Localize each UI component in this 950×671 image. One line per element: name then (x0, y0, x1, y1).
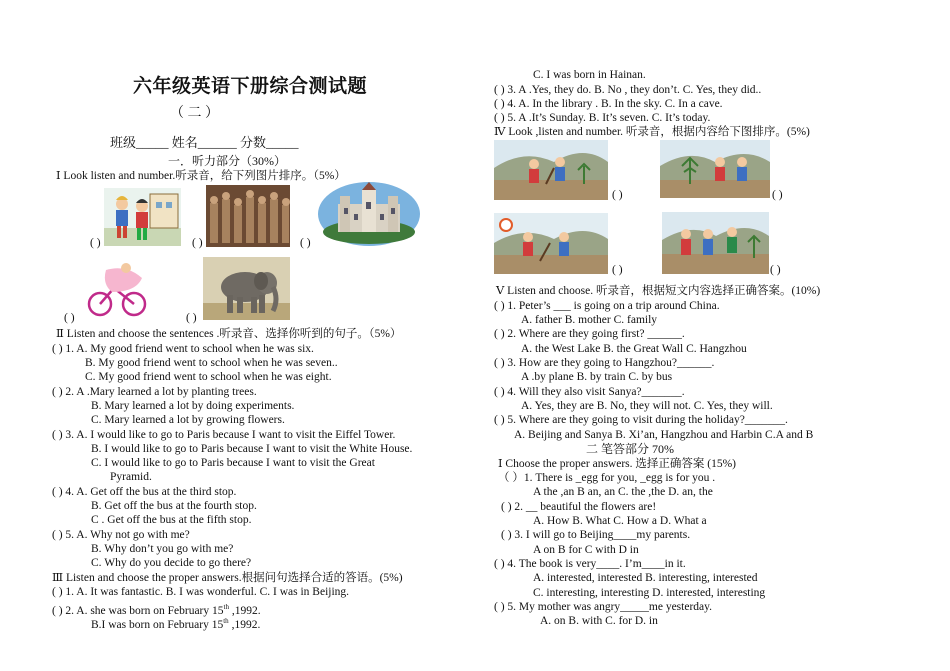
picture-girl-cycling (80, 260, 158, 320)
section-5-heading: Ⅴ Listen and choose. 听录音，根据短文内容选择正确答案。(10%) (496, 285, 821, 297)
w1-q1: （ ）1. There is _egg for you, _egg is for you . (498, 472, 716, 484)
written-section-1-heading: Ⅰ Choose the proper answers. 选择正确答案 (15%) (498, 458, 737, 470)
s2-q1-c: C. My good friend went to school when he was eight. (85, 371, 332, 383)
s2-q4-b: B. Get off the bus at the fourth stop. (91, 500, 257, 512)
s2-q4-a: ( ) 4. A. Get off the bus at the third stop. (52, 486, 237, 498)
s5-q1-options: A. father B. mother C. family (521, 314, 658, 326)
answer-blank-seq-2[interactable]: ( ) (772, 189, 783, 201)
s5-q2-options: A. the West Lake B. the Great Wall C. Hangzhou (521, 343, 747, 355)
s2-q2-b: B. Mary learned a lot by doing experiments. (91, 400, 295, 412)
section-3-heading: Ⅲ Listen and choose the proper answers.根据问句选择合适的答语。(5%) (52, 572, 403, 584)
section-2-heading: Ⅱ Listen and choose the sentences .听录音、选择你听到的句子。（5%） (56, 328, 402, 340)
w1-q4-options-ab: A. interested, interested B. interesting, interested (533, 572, 758, 584)
s2-q4-c: C . Get off the bus at the fifth stop. (91, 514, 252, 526)
s3-q4: ( ) 4. A. In the library . B. In the sky. C. In a cave. (494, 98, 723, 110)
section-1-heading: Ⅰ Look listen and number.听录音，给下列图片排序。（5%） (56, 170, 346, 182)
s2-q2-a: ( ) 2. A .Mary learned a lot by planting trees. (52, 386, 257, 398)
s2-q1-a: ( ) 1. A. My good friend went to school when he was six. (52, 343, 314, 355)
s5-q3-options: A .by plane B. by train C. by bus (521, 371, 673, 383)
answer-blank-pic-5[interactable]: ( ) (186, 312, 197, 324)
student-info-fields: 班级_____ 姓名______ 分数_____ (110, 135, 299, 150)
answer-blank-pic-4[interactable]: ( ) (64, 312, 75, 324)
picture-tree-planting-3 (494, 213, 608, 274)
s3-q3: ( ) 3. A .Yes, they do. B. No , they don’t. C. Yes, they did.. (494, 84, 762, 96)
w1-q4: ( ) 4. The book is very____. I’m____in it. (494, 558, 686, 570)
listening-part-header: 一．听力部分（30%） (168, 154, 286, 168)
page-subtitle: （ 二 ） (170, 106, 219, 121)
answer-blank-seq-1[interactable]: ( ) (612, 189, 623, 201)
s2-q5-a: ( ) 5. A. Why not go with me? (52, 529, 190, 541)
picture-children-walking (104, 188, 181, 246)
w1-q5-options: A. on B. with C. for D. in (540, 615, 658, 627)
s2-q2-c: C. Mary learned a lot by growing flowers. (91, 414, 285, 426)
s3-q2-c: C. I was born in Hainan. (533, 69, 646, 81)
page-title: 六年级英语下册综合测试题 (133, 75, 368, 97)
w1-q5: ( ) 5. My mother was angry_____me yesterday. (494, 601, 713, 613)
s2-q5-b: B. Why don’t you go with me? (91, 543, 234, 555)
w1-q2: ( ) 2. __ beautiful the flowers are! (501, 501, 657, 513)
w1-q1-options: A the ,an B an, an C. the ,the D. an, the (533, 486, 713, 498)
picture-tree-planting-4 (662, 212, 769, 274)
s5-q3: ( ) 3. How are they going to Hangzhou?______. (494, 357, 715, 369)
s3-q1: ( ) 1. A. It was fantastic. B. I was wonderful. C. I was in Beijing. (52, 586, 350, 598)
picture-terracotta-warriors (206, 185, 290, 247)
s3-q5: ( ) 5. A .It’s Sunday. B. It’s seven. C. It’s today. (494, 112, 711, 124)
picture-elephant (203, 257, 290, 320)
answer-blank-seq-3[interactable]: ( ) (612, 264, 623, 276)
answer-blank-seq-4[interactable]: ( ) (770, 264, 781, 276)
s2-q3-a: ( ) 3. A. I would like to go to Paris because I want to visit the Eiffel Tower. (52, 429, 396, 441)
s2-q3-c: C. I would like to go to Paris because I want to visit the Great (91, 457, 375, 469)
answer-blank-pic-2[interactable]: ( ) (192, 237, 203, 249)
written-part-header: 二 笔答部分 70% (586, 442, 674, 456)
picture-tree-planting-2 (660, 140, 770, 198)
s5-q1: ( ) 1. Peter’s ___ is going on a trip around China. (494, 300, 720, 312)
s5-q2: ( ) 2. Where are they going first? ______. (494, 328, 685, 340)
w1-q3: ( ) 3. I will go to Beijing____my parents. (501, 529, 691, 541)
s5-q4: ( ) 4. Will they also visit Sanya?_______. (494, 386, 685, 398)
s5-q4-options: A. Yes, they are B. No, they will not. C. Yes, they will. (521, 400, 773, 412)
w1-q4-options-cd: C. interesting, interesting D. interested, interesting (533, 587, 766, 599)
s2-q1-b: B. My good friend went to school when he was seven.. (85, 357, 338, 369)
picture-tree-planting-1 (494, 140, 608, 200)
answer-blank-pic-3[interactable]: ( ) (300, 237, 311, 249)
section-4-heading: Ⅳ Look ,listen and number. 听录音，根据内容给下图排序。(5%) (494, 126, 810, 138)
s3-q2-a: ( ) 2. A. she was born on February 15th ,1992. (52, 603, 261, 617)
s5-q5: ( ) 5. Where are they going to visit during the holiday?_______. (494, 414, 788, 426)
w1-q3-options: A on B for C with D in (533, 544, 639, 556)
s2-q3-c-cont: Pyramid. (110, 471, 152, 483)
s2-q5-c: C. Why do you decide to go there? (91, 557, 252, 569)
picture-castle (318, 182, 420, 246)
s5-q5-options: A. Beijing and Sanya B. Xi’an, Hangzhou and Harbin C.A and B (514, 429, 814, 441)
s3-q2-b: B.I was born on February 15th ,1992. (91, 617, 261, 631)
w1-q2-options: A. How B. What C. How a D. What a (533, 515, 707, 527)
answer-blank-pic-1[interactable]: ( ) (90, 237, 101, 249)
s2-q3-b: B. I would like to go to Paris because I want to visit the White House. (91, 443, 413, 455)
